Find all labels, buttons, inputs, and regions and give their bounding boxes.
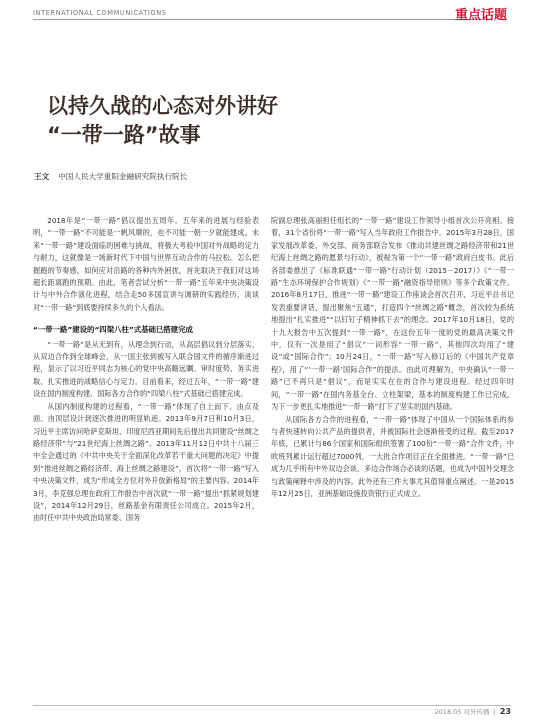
byline bbox=[34, 171, 187, 182]
title-line-1: 以持久战的心态对外讲好 bbox=[47, 94, 278, 118]
section-tag: 重点话题 bbox=[454, 8, 507, 23]
body-paragraph: 从国内制度构建的过程看，“一带一路”体现了自上而下、由点及面、由顶层设计到逐次推进的明显轨迹。2013年9月7日和10月3日，习近平主席访问哈萨克斯坦、印度尼西亚期间先后提出共同建设“丝绸之路经济带”与“21世纪海上丝绸之路”。2013年11月12日中共十八届三中全会通过的《中共中央关于全面深化改革若干重大问题的决定》中提到“推进丝绸之路经济带、海上丝绸之路建设”，首次将“一带一路”写入中央决策文件，成为“形成全方位对外开放新格局”的主要内容。2014年3月，李克强总理在政府工作报告中首次就“一带一路”提出“抓紧规划建设”，2014年12月29日，丝路基金有限责任公司成立。2015年2月，由时任中共中央政治局常委、国务 bbox=[33, 401, 259, 523]
magazine-name: 对外传播 bbox=[463, 708, 490, 716]
right-column bbox=[271, 215, 514, 500]
footer-separator: | bbox=[493, 708, 496, 716]
issue-date: 2018.05 bbox=[434, 708, 462, 716]
body-paragraph: 从国际各方合作的进程看，“一带一路”体现了中国从一个国际体系的参与者快速转向公共产品的提供者，并被国际社会逐渐接受的过程。截至2017年底，已累计与86个国家和国际组织签署了100份“一带一路”合作文件，中欧班列累计运行超过7000列，一大批合作项目正在全面推进。“一带一路”已成为几乎所有中外双边会谈、多边合作场合必谈的话题，也成为中国外交理念与政策阐释中涉及的内容。此外还有三件大事尤其值得重点阐述。一是2015年12月25日，亚洲基础设施投资银行正式成立。 bbox=[271, 414, 514, 498]
page-footer bbox=[435, 707, 511, 716]
body-paragraph: 2018年是“一带一路”倡议提出五周年。五年来的进展与经验表明，“一带一路”不可能是一帆风顺的，也不可能一朝一夕就能建成。未来“一带一路”建设面临的困难与挑战，将极大考验中国对外战略的定力与耐力，这就像是一场新时代下中国与世界互动合作的马拉松。怎么把握跑的节奏感，如何应对沿路的各种内外困扰，首先取决于我们对这场超长距离跑的预期。由此，笔者尝试分析“一带一路”五年来中央决策设计与中外合作演化进程，结合走50多国宣讲与调研的实践经历，谈谈对“一带一路”到底要持续多久的个人看法。 bbox=[33, 216, 259, 312]
header-rule bbox=[33, 19, 492, 20]
footer-rule bbox=[33, 705, 511, 706]
author-affiliation: 中国人民大学重阳金融研究院执行院长 bbox=[58, 172, 188, 181]
body-paragraph: “一带一路”是从无到有，从理念到行动，从高层倡议到分层落实，从双边合作到全球峰会，从一国主张到被写入联合国文件的循序渐进过程，显示了以习近平同志为核心的党中央高瞻远瞩、审时度势、务实进取、扎实推进的战略信心与定力。目前看来，经过五年，“一带一路”建设在国内制度构建、国际各方合作的“四梁八柱”式基础已搭建完成。 bbox=[33, 339, 259, 399]
section-subheading: “一带一路”建设的“四梁八柱”式基础已搭建完成 bbox=[33, 325, 193, 335]
left-column bbox=[33, 215, 259, 525]
page-number: 23 bbox=[499, 707, 511, 716]
author-name: 王文 bbox=[34, 172, 50, 181]
article-title bbox=[47, 92, 517, 150]
body-paragraph: 院副总理张高丽担任组长的“一带一路”建设工作领导小组首次公开亮相。接着，31个省份将“一带一路”写入当年政府工作报告中。2015年3月28日，国家发展改革委、外交部、商务部联合发布《推动共建丝绸之路经济带和21世纪海上丝绸之路的愿景与行动》，被视为第一个“一带一路”政府白皮书。此后各部委推出了《标准联通“一带一路”行动计划（2015－2017）》《“一带一路”生态环境保护合作规划》《“一带一路”融资指导原则》等多个政策文件。2016年8月17日，推进“一带一路”建设工作座谈会首次召开，习近平总书记发表重要讲话，提出聚焦“五通”，打造四个“丝绸之路”概念，首次较为系统地提出“扎实推进”“以钉钉子精神抓下去”的理念。2017年10月18日，党的十九大报告中五次提到“一带一路”，在这份五年一度的党的最高决策文件中，仅有一次是用了“倡议”一词形容“一带一路”，其他四次均用了“建设”或“国际合作”；10月24日，“一带一路”写入修订后的《中国共产党章程》，用了“‘一带一路’国际合作”的提法。由此可理解为，中央确认“一带一路”已不再只是“倡议”，而是实实在在的合作与建设进程。经过四年时间，“一带一路”在国内务基全台、立柱架梁，基本的制度构建工作已完成，为下一步更扎实地推进“一带一路”打下了坚实的国内基础。 bbox=[271, 216, 514, 412]
page-header bbox=[0, 0, 544, 24]
title-line-2: “一带一路”故事 bbox=[47, 123, 201, 147]
magazine-brand: INTERNATIONAL COMMUNICATIONS bbox=[33, 9, 167, 17]
